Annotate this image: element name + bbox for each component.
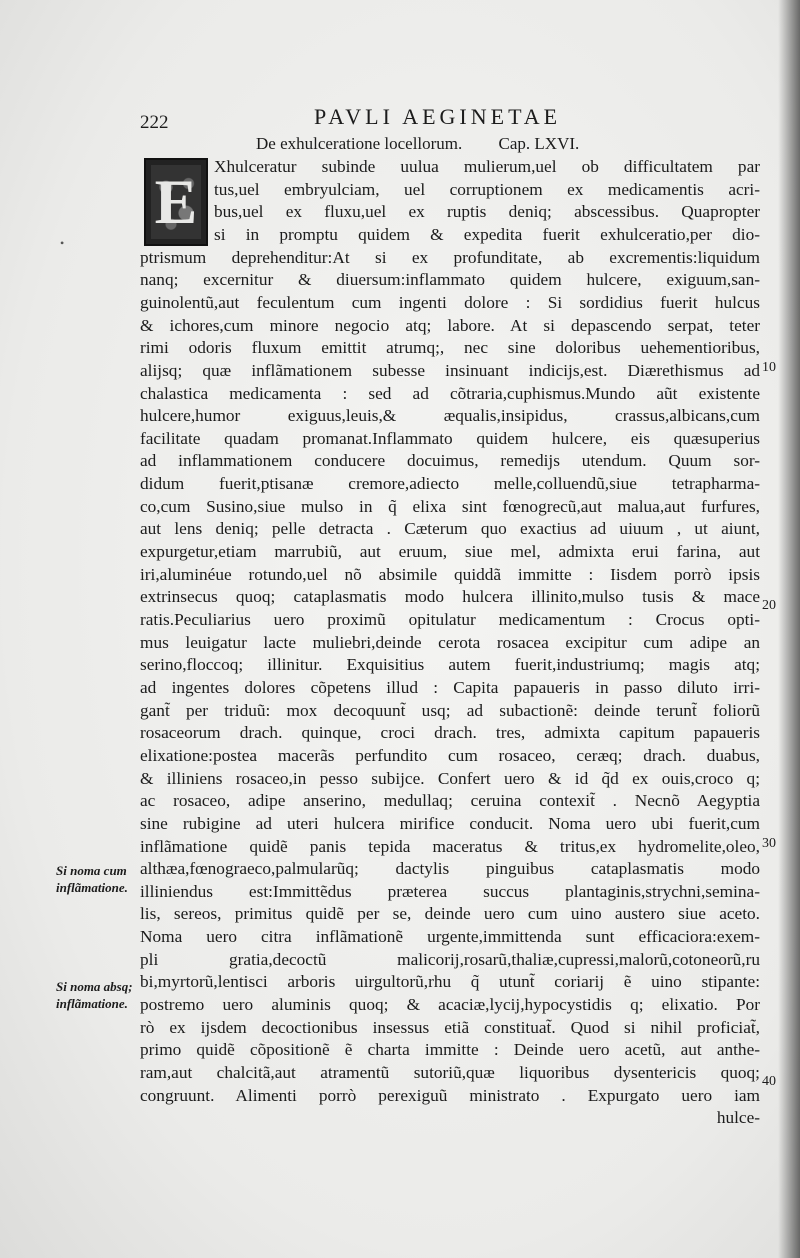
text-line: alijsq; quæ inflãmationem subesse insinuant indicijs,est. Diærethismus ad [140, 360, 760, 380]
gutter-shadow [778, 0, 800, 1258]
text-line: ac rosaceo, adipe anserino, medullaq; ceruina contexit̃ . Necnõ Aegyptia [140, 791, 760, 811]
ornamental-initial [144, 158, 208, 246]
text-line: sine rubigine ad uteri hulcera mirifice conducit. Noma uero ubi fuerit,cum [140, 813, 760, 833]
text-line: expurgetur,etiam marrubiũ, aut eruum, siue mel, admixta erui farina, aut [140, 542, 760, 562]
text-line: tus,uel embryulciam, uel corruptionem ex medicamentis acri- [214, 179, 760, 199]
text-line: postremo uero aluminis quoq; & acaciæ,lycij,hypocystidis q; elixatio. Por [140, 995, 760, 1015]
text-line: mus leuigatur lacte muliebri,deinde cerota rosacea excipitur cum adipe an [140, 632, 760, 652]
text-line: congruunt. Alimenti porrò perexiguũ ministrato . Expurgato uero iam [140, 1085, 760, 1105]
text-line: & illiniens rosaceo,in pesso subijce. Confert uero & id q̃d ex ouis,croco q; [140, 768, 760, 788]
page-header [140, 104, 760, 134]
running-head: PAVLI AEGINETAE [314, 104, 562, 129]
text-line: bi,myrtorũ,lentisci arboris uirgultorũ,rhu q̃ utunt̃ coriarij ẽ uino stipante: [140, 972, 760, 992]
margin-note-noma-cum: Si noma cum inflãmatione. [56, 863, 128, 895]
text-line: iri,aluminéue rotundo,uel nõ absimile quiddã immitte : Iisdem porrò ipsis [140, 564, 760, 584]
text-line: facilitate quadam promanat.Inflammato quidem hulcere, eis quæsuperius [140, 428, 760, 448]
text-line: didum fuerit,ptisanæ cremore,adiecto melle,colluendũ,siue tetrapharma- [140, 474, 760, 494]
text-line: Noma uero citra inflãmationẽ urgente,immittenda sunt efficaciora:exem- [140, 927, 760, 947]
text-line: althæa,fœnograeco,palmularũq; dactylis pinguibus cataplasmatis modo [140, 859, 760, 879]
text-line: elixatione:postea macerãs perfundito cum rosaceo, ceræq; drach. duabus, [140, 745, 760, 765]
text-line: hulcere,humor exiguus,leuis,& æqualis,insipidus, crassus,albicans,cum [140, 406, 760, 426]
margin-note-noma-absque: Si noma absq; inflãmatione. [56, 979, 133, 1011]
text-line: Xhulceratur subinde uulua mulierum,uel ob difficultatem par [214, 157, 760, 176]
text-line: lis, sereos, primitus quidẽ per se, deinde uero cum uino austero siue aceto. [140, 904, 760, 924]
text-line: ad ingentes dolores cõpetens illud : Capita papaueris in passo diluto irri- [140, 677, 760, 697]
text-line: extrinsecus quoq; cataplasmatis modo hulcera illinito,mulso tusis & mace [140, 587, 760, 607]
text-line: si in promptu quidem & expedita fuerit exhulceratio,per dio- [214, 224, 760, 244]
text-line: rimi odoris fluxum emittit atrumq;, nec sine doloribus uehementioribus, [140, 338, 760, 358]
text-line: aut lens deniq; pelle detracta . Cæterum quo exactius ad uiuum , ut aiunt, [140, 519, 760, 539]
text-line: guinolentũ,aut feculentum cum ingenti dolore : Si sordidius fuerit hulcus [140, 292, 760, 312]
text-line: ad inflammationem conducere docuimus, remedijs utendum. Quum sor- [140, 451, 760, 471]
text-line: ram,aut chalcitã,aut atramentũ sutoriũ,quæ liquoribus dysentericis quoq; [140, 1063, 760, 1082]
text-line: co,cum Susino,siue mulso in q̃ elixa sint fœnogrecũ,aut malua,aut furfures, [140, 496, 760, 516]
line-number-40: 40 [762, 1074, 776, 1089]
text-line: serino,floccoq; illinitur. Exquisitius autem fuerit,industriumq; magis atq; [140, 655, 760, 675]
text-line: primo quidẽ cõpositionẽ ẽ charta immitte : Deinde uero acetũ, aut anthe- [140, 1040, 760, 1060]
text-line: hulce- [716, 1108, 760, 1128]
chapter-title [256, 134, 579, 154]
initial-letter: E [154, 166, 198, 237]
text-line: nanq; excernitur & diuersum:inflammato quidem hulcere, exiguum,san- [140, 270, 760, 290]
text-line: chalastica medicamenta : sed ad cõtraria,cuphismus.Mundo aũt existente [140, 383, 760, 403]
chapter-number: Cap. LXVI. [498, 134, 580, 153]
line-number-30: 30 [762, 836, 776, 851]
text-line: rosaceorum drach. quinque, croci drach. tres, admixta capitum papaueris [140, 723, 760, 743]
margin-speck: • [60, 236, 65, 250]
page-number: 222 [140, 112, 169, 133]
text-line: rò ex ijsdem decoctionibus insessus etiã constituat̃. Quod si nihil proficiat̃, [140, 1017, 760, 1037]
text-line: & ichores,cum minore negocio atq; labore. At si depascendo serpat, teter [140, 315, 760, 335]
text-line: inflãmatione quidẽ panis tepida maceratus & tritus,ex hydromelite,oleo, [140, 836, 760, 856]
line-number-10: 10 [762, 360, 776, 375]
text-line: pli gratia,decoctũ malicorij,rosarũ,thaliæ,cupressi,malorũ,cotoneorũ,ru [140, 949, 760, 969]
text-line: illiniendus est:Immittẽdus præterea succus plantaginis,strychni,semina- [140, 881, 760, 901]
text-line: ratis.Peculiarius uero proximũ opitulatur medicamentum : Crocus opti- [140, 610, 760, 629]
text-line: ptrismum deprehenditur:At si ex profunditate, ab excrementis:liquidum [140, 247, 760, 267]
chapter-title-text: De exhulceratione locellorum. [256, 134, 463, 153]
text-line: gant̃ per triduũ: mox decoquunt̃ usq; ad subactionẽ: deinde terunt̃ foliorũ [140, 700, 760, 720]
text-line: bus,uel ex fluxu,uel ex ruptis deniq; abscessibus. Quapropter [214, 202, 760, 222]
line-number-20: 20 [762, 598, 776, 613]
